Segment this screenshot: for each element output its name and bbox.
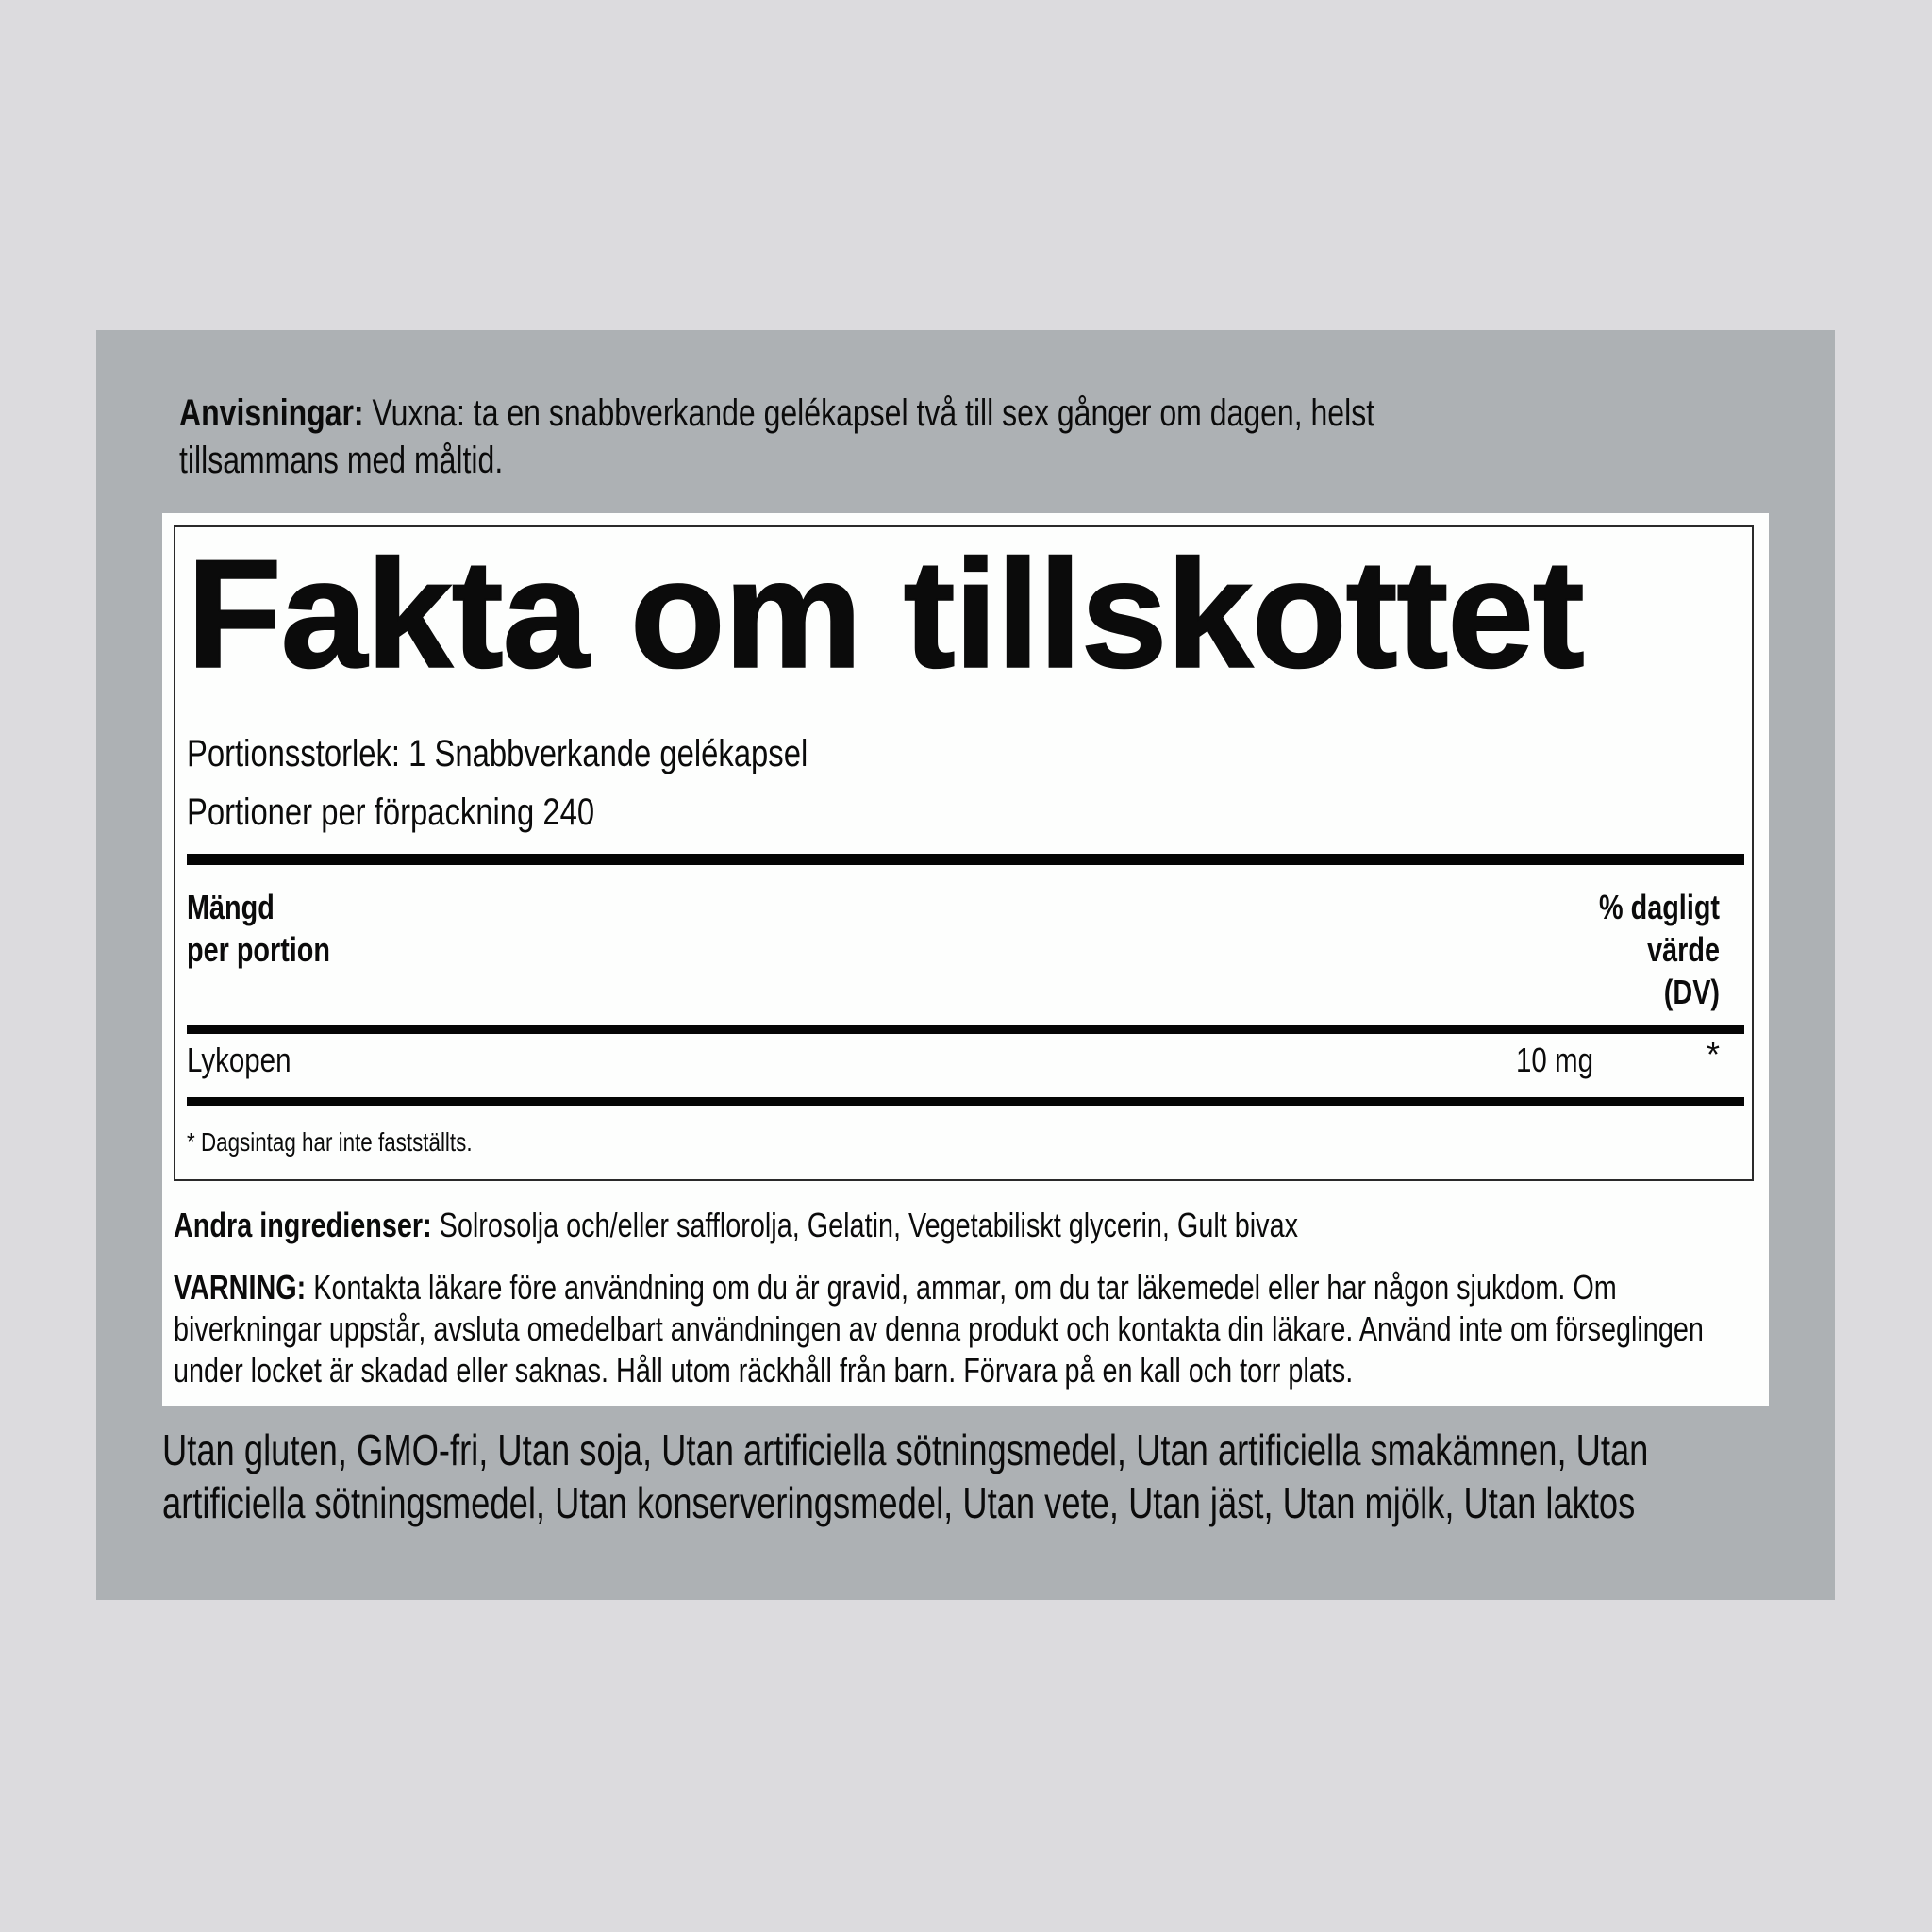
warning-text: Kontakta läkare före användning om du är gravid, ammar, om du tar läkemedel eller har någon sjukdom. Om biverkningar uppstår, avsluta omedelbart användningen av denna produkt och kontakta din läkare. Använd inte om förseglingen under locket är skadad eller saknas. Håll utom räckhåll från barn. Förvara på en kall och torr plats.: [174, 1268, 1704, 1390]
other-ingredients-text: Solrosolja och/eller safflorolja, Gelatin, Vegetabiliskt glycerin, Gult bivax: [431, 1206, 1298, 1244]
nutrient-name: Lykopen: [187, 1041, 291, 1079]
thick-divider: [187, 854, 1744, 865]
daily-value-header: [1599, 886, 1720, 1013]
dv-header-line1: % dagligt: [1599, 888, 1720, 926]
supplement-facts-box: [174, 525, 1754, 1181]
dv-header-line3: (DV): [1663, 973, 1720, 1011]
amount-per-serving-header: [187, 886, 330, 971]
free-from-claims: Utan gluten, GMO-fri, Utan soja, Utan artificiella sötningsmedel, Utan artificiella smakämnen, Utan artificiella sötningsmedel, Utan konserveringsmedel, Utan vete, Utan jäst, Utan mjölk, Utan laktos: [162, 1425, 1649, 1527]
supplement-facts-title: Fakta om tillskottet: [187, 527, 1584, 700]
directions-label: Anvisningar:: [179, 392, 364, 434]
directions-text: Vuxna: ta en snabbverkande gelékapsel två till sex gånger om dagen, helst tillsammans med måltid.: [179, 392, 1375, 481]
amount-header-line2: per portion: [187, 930, 330, 969]
warning-label: VARNING:: [174, 1268, 307, 1307]
dv-header-line2: värde: [1647, 930, 1720, 969]
nutrient-amount: 10 mg: [1516, 1041, 1594, 1079]
dv-footnote: * Dagsintag har inte fastställts.: [187, 1127, 473, 1157]
row-divider: [187, 1097, 1744, 1106]
other-ingredients: [174, 1205, 1298, 1246]
warning: [174, 1267, 1751, 1391]
header-divider: [187, 1025, 1744, 1034]
serving-size: Portionsstorlek: 1 Snabbverkande gelékapsel: [187, 733, 808, 774]
nutrient-dv: *: [1706, 1035, 1720, 1074]
servings-per-container: Portioner per förpackning 240: [187, 791, 595, 833]
other-ingredients-label: Andra ingredienser:: [174, 1206, 432, 1244]
amount-header-line1: Mängd: [187, 888, 275, 926]
directions: [179, 390, 1402, 484]
